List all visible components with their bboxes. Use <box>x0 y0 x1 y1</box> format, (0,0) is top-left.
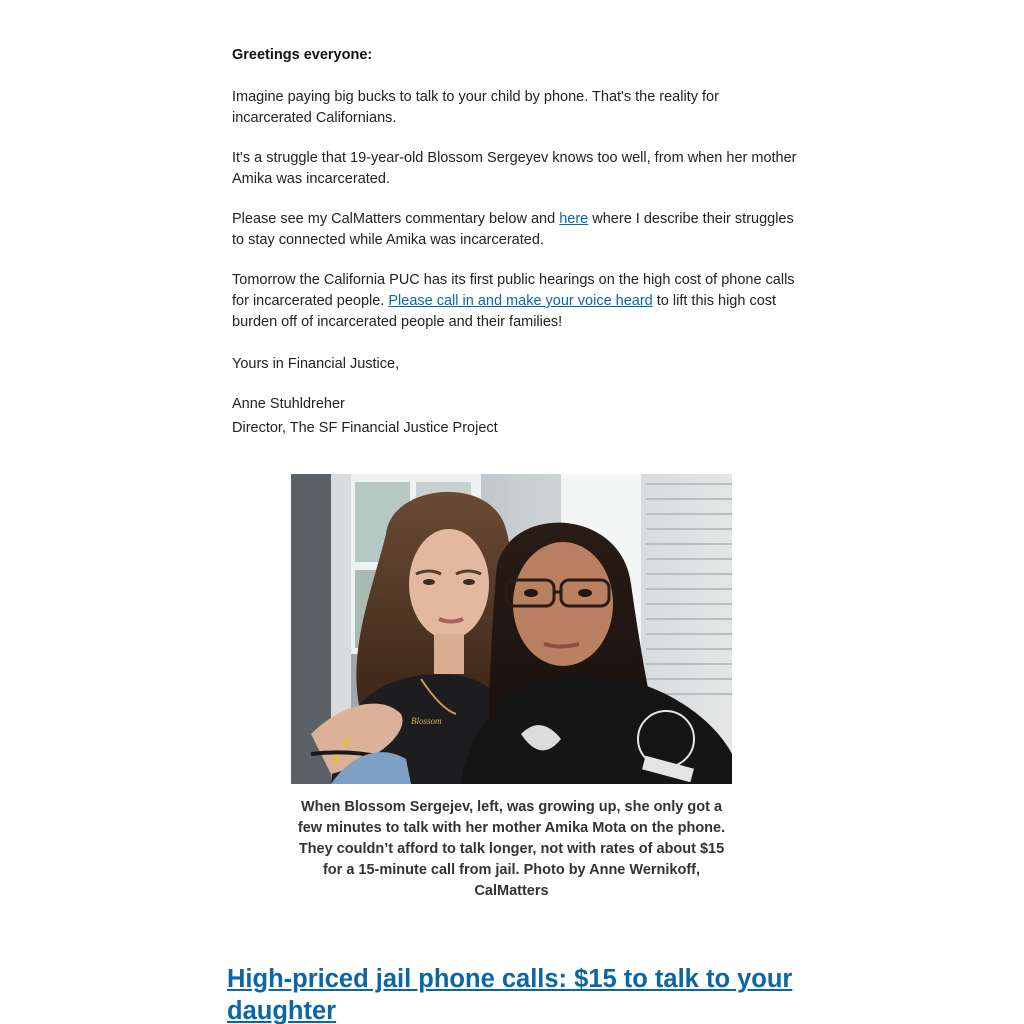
hearing-paragraph <box>232 270 798 333</box>
article-headline-link[interactable]: High-priced jail phone calls: $15 to talk to your daughter <box>227 965 793 1024</box>
signature-title: Director, The SF Financial Justice Project <box>232 420 498 436</box>
necklace-text: Blossom <box>411 716 442 726</box>
signoff: Yours in Financial Justice, <box>232 356 400 372</box>
article-photo <box>291 474 732 784</box>
article-headline <box>227 963 827 1024</box>
commentary-paragraph <box>232 209 798 251</box>
photo-caption: When Blossom Sergejev, left, was growing up, she only got a few minutes to talk with her mother Amika Mota on the phone. They couldn’t afford to talk longer, not with rates of about $15 for a 15-minute call from jail. Photo by Anne Wernikoff, CalMatters <box>297 799 726 899</box>
call-in-link[interactable]: Please call in and make your voice heard <box>388 293 653 309</box>
commentary-text-before: Please see my CalMatters commentary below and <box>232 211 560 227</box>
signature-name: Anne Stuhldreher <box>232 396 345 412</box>
greeting: Greetings everyone: <box>232 47 373 63</box>
struggle-paragraph: It's a struggle that 19-year-old Blossom Sergeyev knows too well, from when her mother Amika was incarcerated. <box>232 150 797 187</box>
photo-illustration <box>291 474 732 784</box>
hearing-text-before: Tomorrow the California PUC has its first public hearings on the high cost of phone calls for incarcerated people. <box>232 272 795 309</box>
hearing-text-after: to lift this high cost burden off of incarcerated people and their families! <box>232 293 777 330</box>
commentary-text-after: where I describe their struggles to stay connected while Amika was incarcerated. <box>232 211 794 248</box>
here-link[interactable]: here <box>559 211 589 227</box>
intro-paragraph: Imagine paying big bucks to talk to your child by phone. That's the reality for incarcerated Californians. <box>232 89 719 126</box>
